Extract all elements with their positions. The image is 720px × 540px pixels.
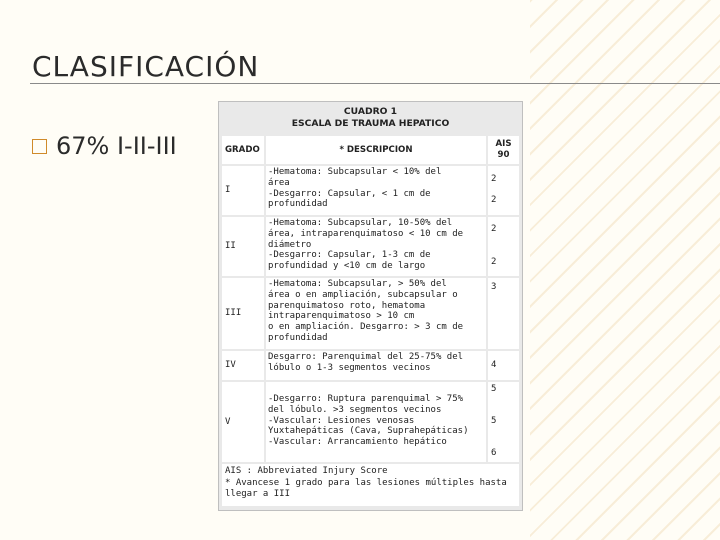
grade-cell: I xyxy=(222,166,264,215)
description-cell: -Hematoma: Subcapsular, > 50% del área o en ampliación, subcapsular o parenquimatoso roto, hematoma intraparenquimatoso > 10 cm o en ampliación. Desgarro: > 3 cm de profundidad xyxy=(266,278,486,349)
square-bullet-icon xyxy=(32,139,47,154)
slide-title: CLASIFICACIÓN xyxy=(32,50,260,83)
ais-value: 6 xyxy=(491,448,497,458)
column-header-grade: GRADO xyxy=(222,136,264,164)
ais-value: 5 xyxy=(491,384,497,394)
ais-cell xyxy=(488,382,519,462)
grade-cell: III xyxy=(222,278,264,349)
description-cell: -Hematoma: Subcapsular, 10-50% del área, intraparenquimatoso < 10 cm de diámetro -Desgarro: Capsular, 1-3 cm de profundidad y <10 cm de largo xyxy=(266,217,486,276)
table-heading xyxy=(219,102,522,130)
liver-trauma-table-image xyxy=(218,101,523,511)
description-cell: -Hematoma: Subcapsular < 10% del área -Desgarro: Capsular, < 1 cm de profundidad xyxy=(266,166,486,215)
title-underline xyxy=(30,83,720,84)
column-header-description: * DESCRIPCION xyxy=(266,136,486,164)
ais-cell xyxy=(488,351,519,380)
ais-cell xyxy=(488,166,519,215)
ais-value: 3 xyxy=(491,282,497,292)
ais-cell xyxy=(488,217,519,276)
table-footnote: AIS : Abbreviated Injury Score * Avancese 1 grado para las lesiones múltiples hasta llegar a III xyxy=(222,464,519,506)
bullet-item xyxy=(32,132,177,160)
description-cell: Desgarro: Parenquimal del 25-75% del lóbulo o 1-3 segmentos vecinos xyxy=(266,351,486,380)
decorative-stripes xyxy=(530,0,720,540)
description-cell: -Desgarro: Ruptura parenquimal > 75% del lóbulo. >3 segmentos vecinos -Vascular: Lesiones venosas Yuxtahepáticas (Cava, Suprahepáticas) -Vascular: Arrancamiento hepático xyxy=(266,382,486,462)
grade-cell: IV xyxy=(222,351,264,380)
ais-value: 2 xyxy=(491,195,497,205)
grade-cell: V xyxy=(222,382,264,462)
table-heading-line2: ESCALA DE TRAUMA HEPATICO xyxy=(291,118,450,129)
ais-value: 4 xyxy=(491,360,497,370)
bullet-text: 67% I-II-III xyxy=(56,132,177,160)
grade-cell: II xyxy=(222,217,264,276)
ais-value: 5 xyxy=(491,416,497,426)
ais-value: 2 xyxy=(491,174,497,184)
ais-cell xyxy=(488,278,519,349)
column-header-ais: AIS 90 xyxy=(488,136,519,164)
ais-value: 2 xyxy=(491,257,497,267)
table-heading-line1: CUADRO 1 xyxy=(343,106,398,117)
ais-value: 2 xyxy=(491,224,497,234)
